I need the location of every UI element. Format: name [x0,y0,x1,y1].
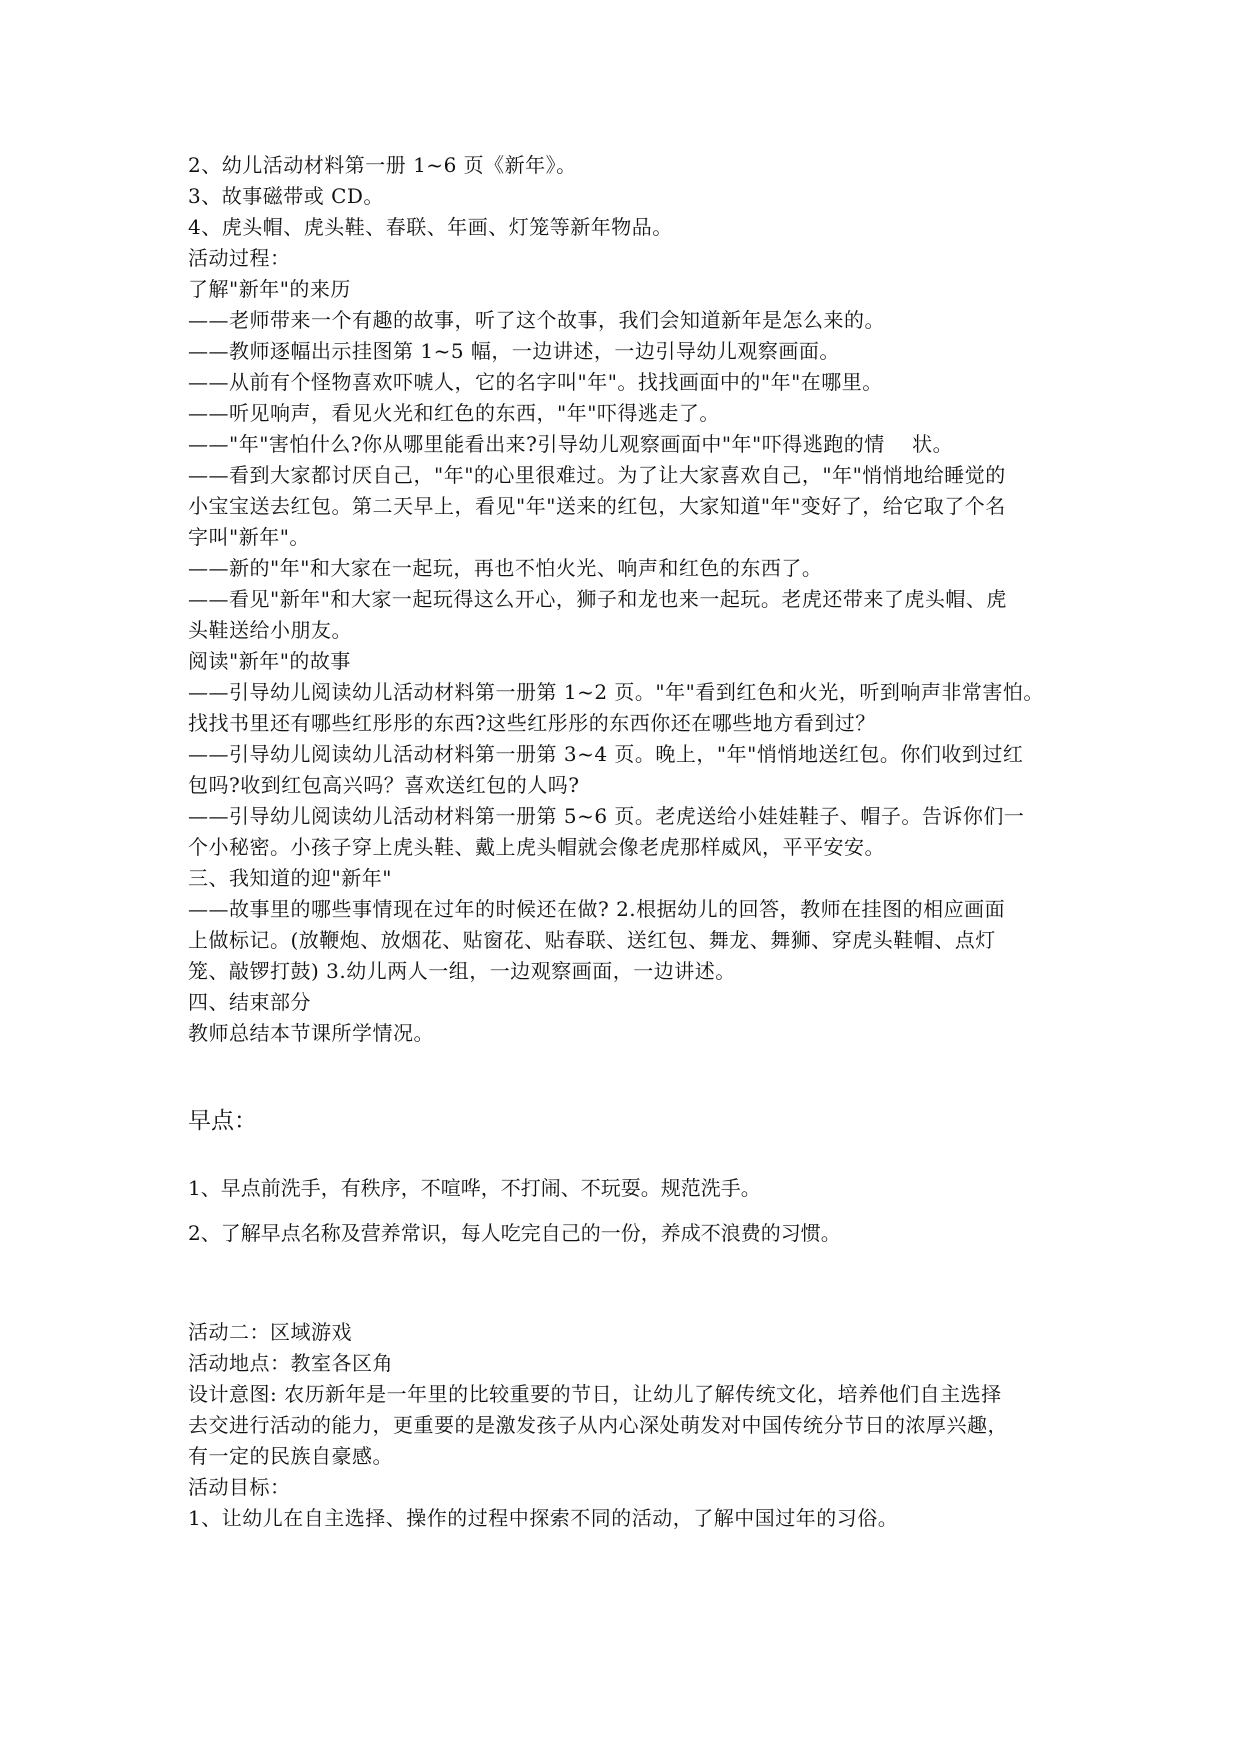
text-line: 教师总结本节课所学情况。 [188,1021,434,1045]
text-line: 四、结束部分 [188,990,311,1014]
text-line: 有一定的民族自豪感。 [188,1444,393,1468]
document-page [188,150,1058,1534]
text-line: 三、我知道的迎"新年" [188,866,392,890]
text-line: 阅读"新年"的故事 [188,649,351,673]
spacer [188,1141,1058,1166]
text-line: 设计意图: 农历新年是一年里的比较重要的节日，让幼儿了解传统文化，培养他们自主选择 [188,1382,1002,1406]
text-line: 去交进行活动的能力，更重要的是激发孩子从内心深处萌发对中国传统分节日的浓厚兴趣， [188,1413,1008,1437]
text-line: 活动目标： [188,1475,291,1499]
text-line: ——"年"害怕什么?你从哪里能看出来?引导幼儿观察画面中"年"吓得逃跑的情 状。 [188,432,954,456]
text-line: ——引导幼儿阅读幼儿活动材料第一册第 5~6 页。老虎送给小娃娃鞋子、帽子。告诉你们一 [188,804,1025,828]
breakfast-heading: 早点： [188,1108,257,1134]
text-line: 活动地点：教室各区角 [188,1351,393,1375]
text-line: 了解"新年"的来历 [188,277,351,301]
text-line: 字叫"新年"。 [188,525,310,549]
text-line: 包吗?收到红包高兴吗？喜欢送红包的人吗? [188,773,580,797]
text-line: 头鞋送给小朋友。 [188,618,352,642]
text-line: 2、幼儿活动材料第一册 1~6 页《新年》。 [188,153,577,177]
text-line: ——听见响声，看见火光和红色的东西，"年"吓得逃走了。 [188,401,720,425]
text-line: ——从前有个怪物喜欢吓唬人，它的名字叫"年"。找找画面中的"年"在哪里。 [188,370,883,394]
text-line: ——故事里的哪些事情现在过年的时候还在做? 2.根据幼儿的回答，教师在挂图的相应画面 [188,897,1006,921]
text-line: 找找书里还有哪些红彤彤的东西?这些红彤彤的东西你还在哪些地方看到过？ [188,711,876,735]
text-line: ——看到大家都讨厌自己，"年"的心里很难过。为了让大家喜欢自己，"年"悄悄地给睡觉的 [188,463,1006,487]
text-line: 3、故事磁带或 CD。 [188,184,384,208]
text-line: 小宝宝送去红包。第二天早上，看见"年"送来的红包，大家知道"年"变好了，给它取了个名 [188,494,1006,518]
text-line: 活动过程： [188,246,291,270]
text-line: ——教师逐幅出示挂图第 1~5 幅，一边讲述，一边引导幼儿观察画面。 [188,339,840,363]
section-activity-process [188,150,1058,1049]
breakfast-list [188,1166,1058,1256]
text-line: ——老师带来一个有趣的故事，听了这个故事，我们会知道新年是怎么来的。 [188,308,885,332]
text-line: 活动二：区域游戏 [188,1320,352,1344]
list-item: 2、了解早点名称及营养常识，每人吃完自己的一份，养成不浪费的习惯。 [188,1221,841,1245]
text-line: 4、虎头帽、虎头鞋、春联、年画、灯笼等新年物品。 [188,215,673,239]
spacer [188,1256,1058,1317]
text-line: ——引导幼儿阅读幼儿活动材料第一册第 3~4 页。晚上，"年"悄悄地送红包。你们收到过红 [188,742,1024,766]
spacer [188,1049,1058,1101]
section-area-games [188,1317,1058,1534]
text-line: 上做标记。(放鞭炮、放烟花、贴窗花、贴春联、送红包、舞龙、舞狮、穿虎头鞋帽、点灯 [188,928,996,952]
text-line: ——引导幼儿阅读幼儿活动材料第一册第 1~2 页。"年"看到红色和火光，听到响声非常害怕。 [188,680,1044,704]
text-line: 1、让幼儿在自主选择、操作的过程中探索不同的活动，了解中国过年的习俗。 [188,1506,899,1530]
text-line: 个小秘密。小孩子穿上虎头鞋、戴上虎头帽就会像老虎那样威风，平平安安。 [188,835,885,859]
text-line: ——新的"年"和大家在一起玩，再也不怕火光、响声和红色的东西了。 [188,556,823,580]
text-line: 笼、敲锣打鼓) 3.幼儿两人一组，一边观察画面，一边讲述。 [188,959,736,983]
list-item: 1、早点前洗手，有秩序，不喧哗，不打闹、不玩耍。规范洗手。 [188,1176,761,1200]
text-line: ——看见"新年"和大家一起玩得这么开心，狮子和龙也来一起玩。老虎还带来了虎头帽、虎 [188,587,1007,611]
